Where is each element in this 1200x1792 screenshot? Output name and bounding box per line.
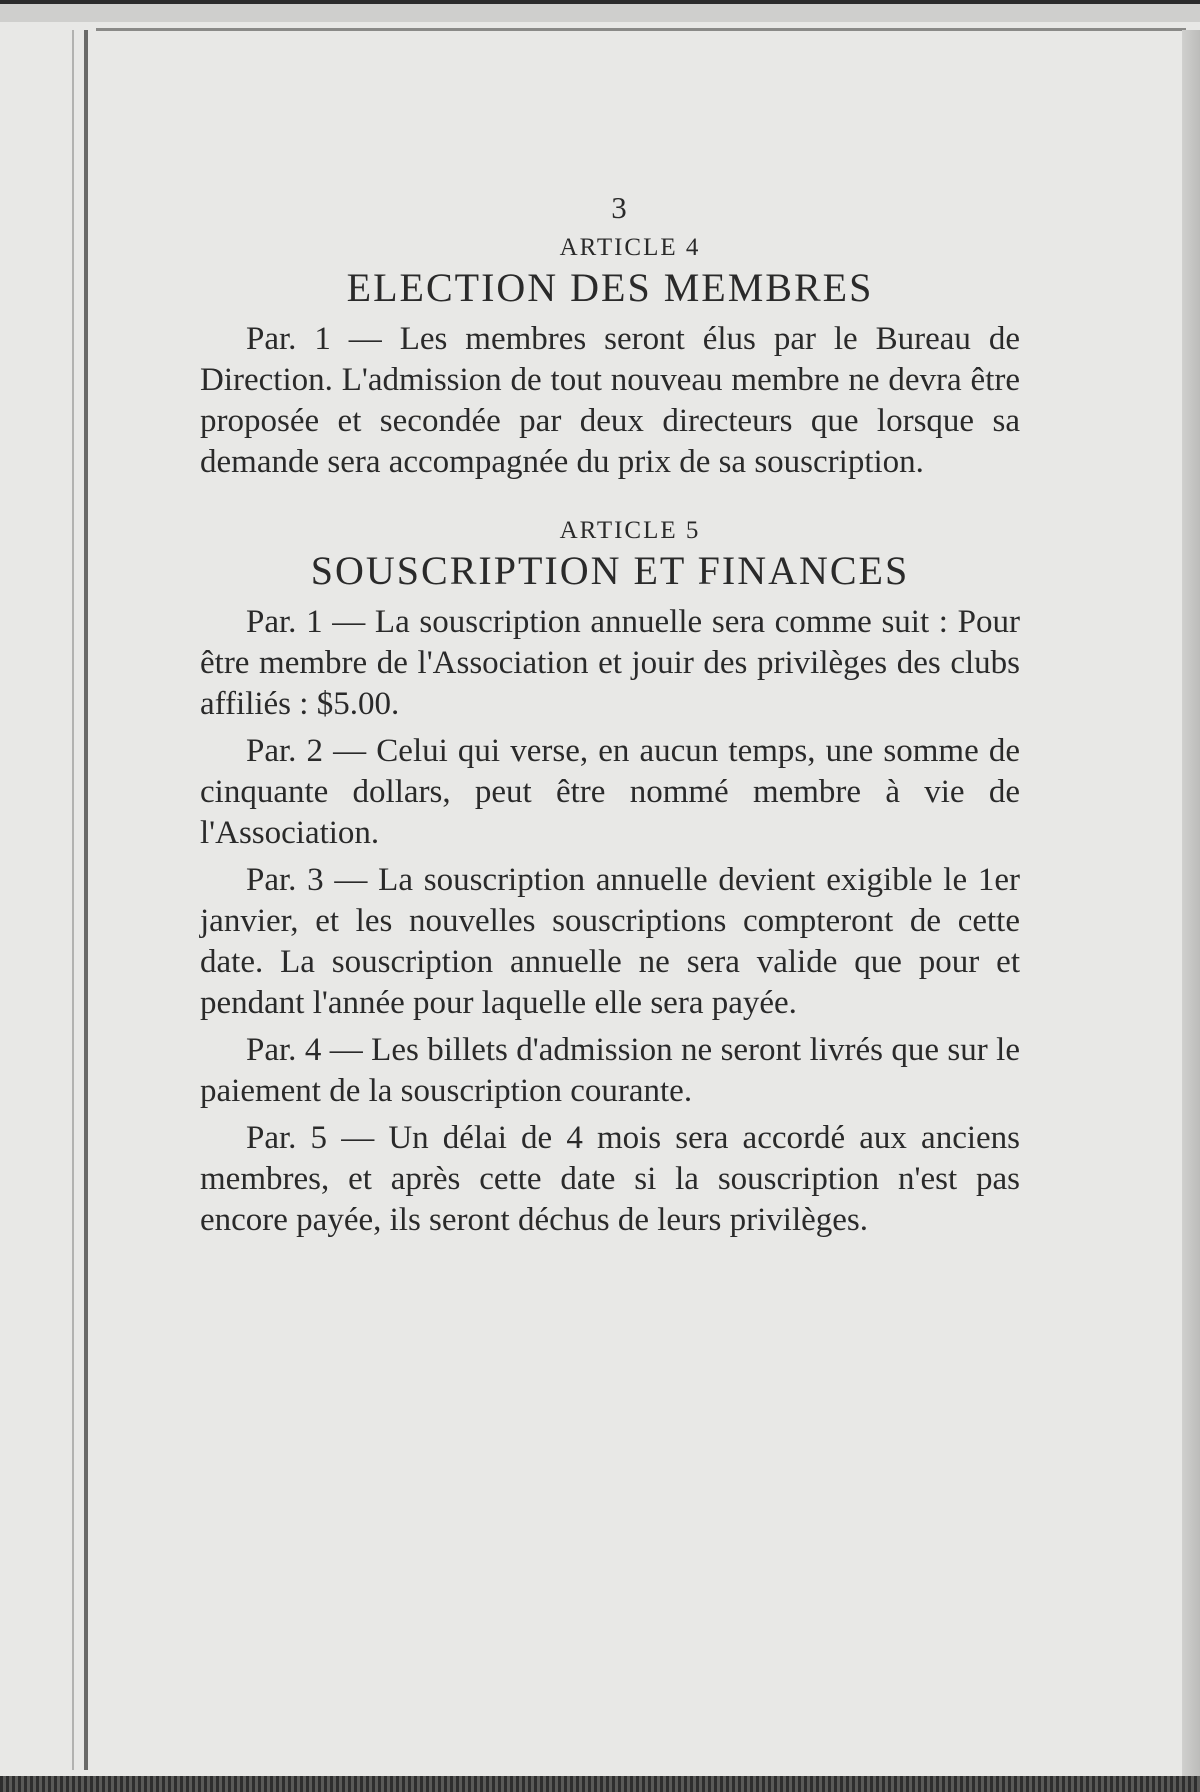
article-5-paragraph-4: Par. 4 — Les billets d'admission ne seront livrés que sur le paiement de la souscription courante. xyxy=(200,1032,1020,1109)
document-page xyxy=(200,190,1020,1247)
article-5-section xyxy=(200,517,1020,1241)
page-top-edge xyxy=(96,28,1186,31)
article-5-paragraph-1: Par. 1 — La souscription annuelle sera comme suit : Pour être membre de l'Association et jouir des privilèges des clubs affiliés : $5.00. xyxy=(200,604,1020,722)
article-4-section xyxy=(200,234,1020,483)
binding-shadow xyxy=(72,30,74,1770)
article-4-label: ARTICLE 4 xyxy=(559,234,701,261)
article-4-paragraph-1: Par. 1 — Les membres seront élus par le Bureau de Direction. L'admission de tout nouveau membre ne devra être proposée et secondée par deux directeurs que lorsque sa demande sera accompagnée du prix de sa souscription. xyxy=(200,321,1020,480)
article-4-title: ELECTION DES MEMBRES xyxy=(346,265,874,310)
article-5-label: ARTICLE 5 xyxy=(559,517,701,544)
article-5-title: SOUSCRIPTION ET FINANCES xyxy=(310,548,910,593)
page-binding-edge xyxy=(84,30,88,1770)
article-5-paragraph-3: Par. 3 — La souscription annuelle devient exigible le 1er janvier, et les nouvelles souscriptions compteront de cette date. La souscription annuelle ne sera valide que pour et pendant l'année pour laquelle elle sera payée. xyxy=(200,862,1020,1021)
scan-bottom-border xyxy=(0,1776,1200,1792)
article-5-paragraph-2: Par. 2 — Celui qui verse, en aucun temps, une somme de cinquante dollars, peut être nommé membre à vie de l'Association. xyxy=(200,733,1020,851)
page-right-edge xyxy=(1182,30,1200,1790)
article-5-paragraph-5: Par. 5 — Un délai de 4 mois sera accordé aux anciens membres, et après cette date si la souscription n'est pas encore payée, ils seront déchus de leurs privilèges. xyxy=(200,1120,1020,1238)
scan-top-border xyxy=(0,0,1200,22)
page-number: 3 xyxy=(611,190,627,225)
section-spacer xyxy=(200,489,1020,517)
